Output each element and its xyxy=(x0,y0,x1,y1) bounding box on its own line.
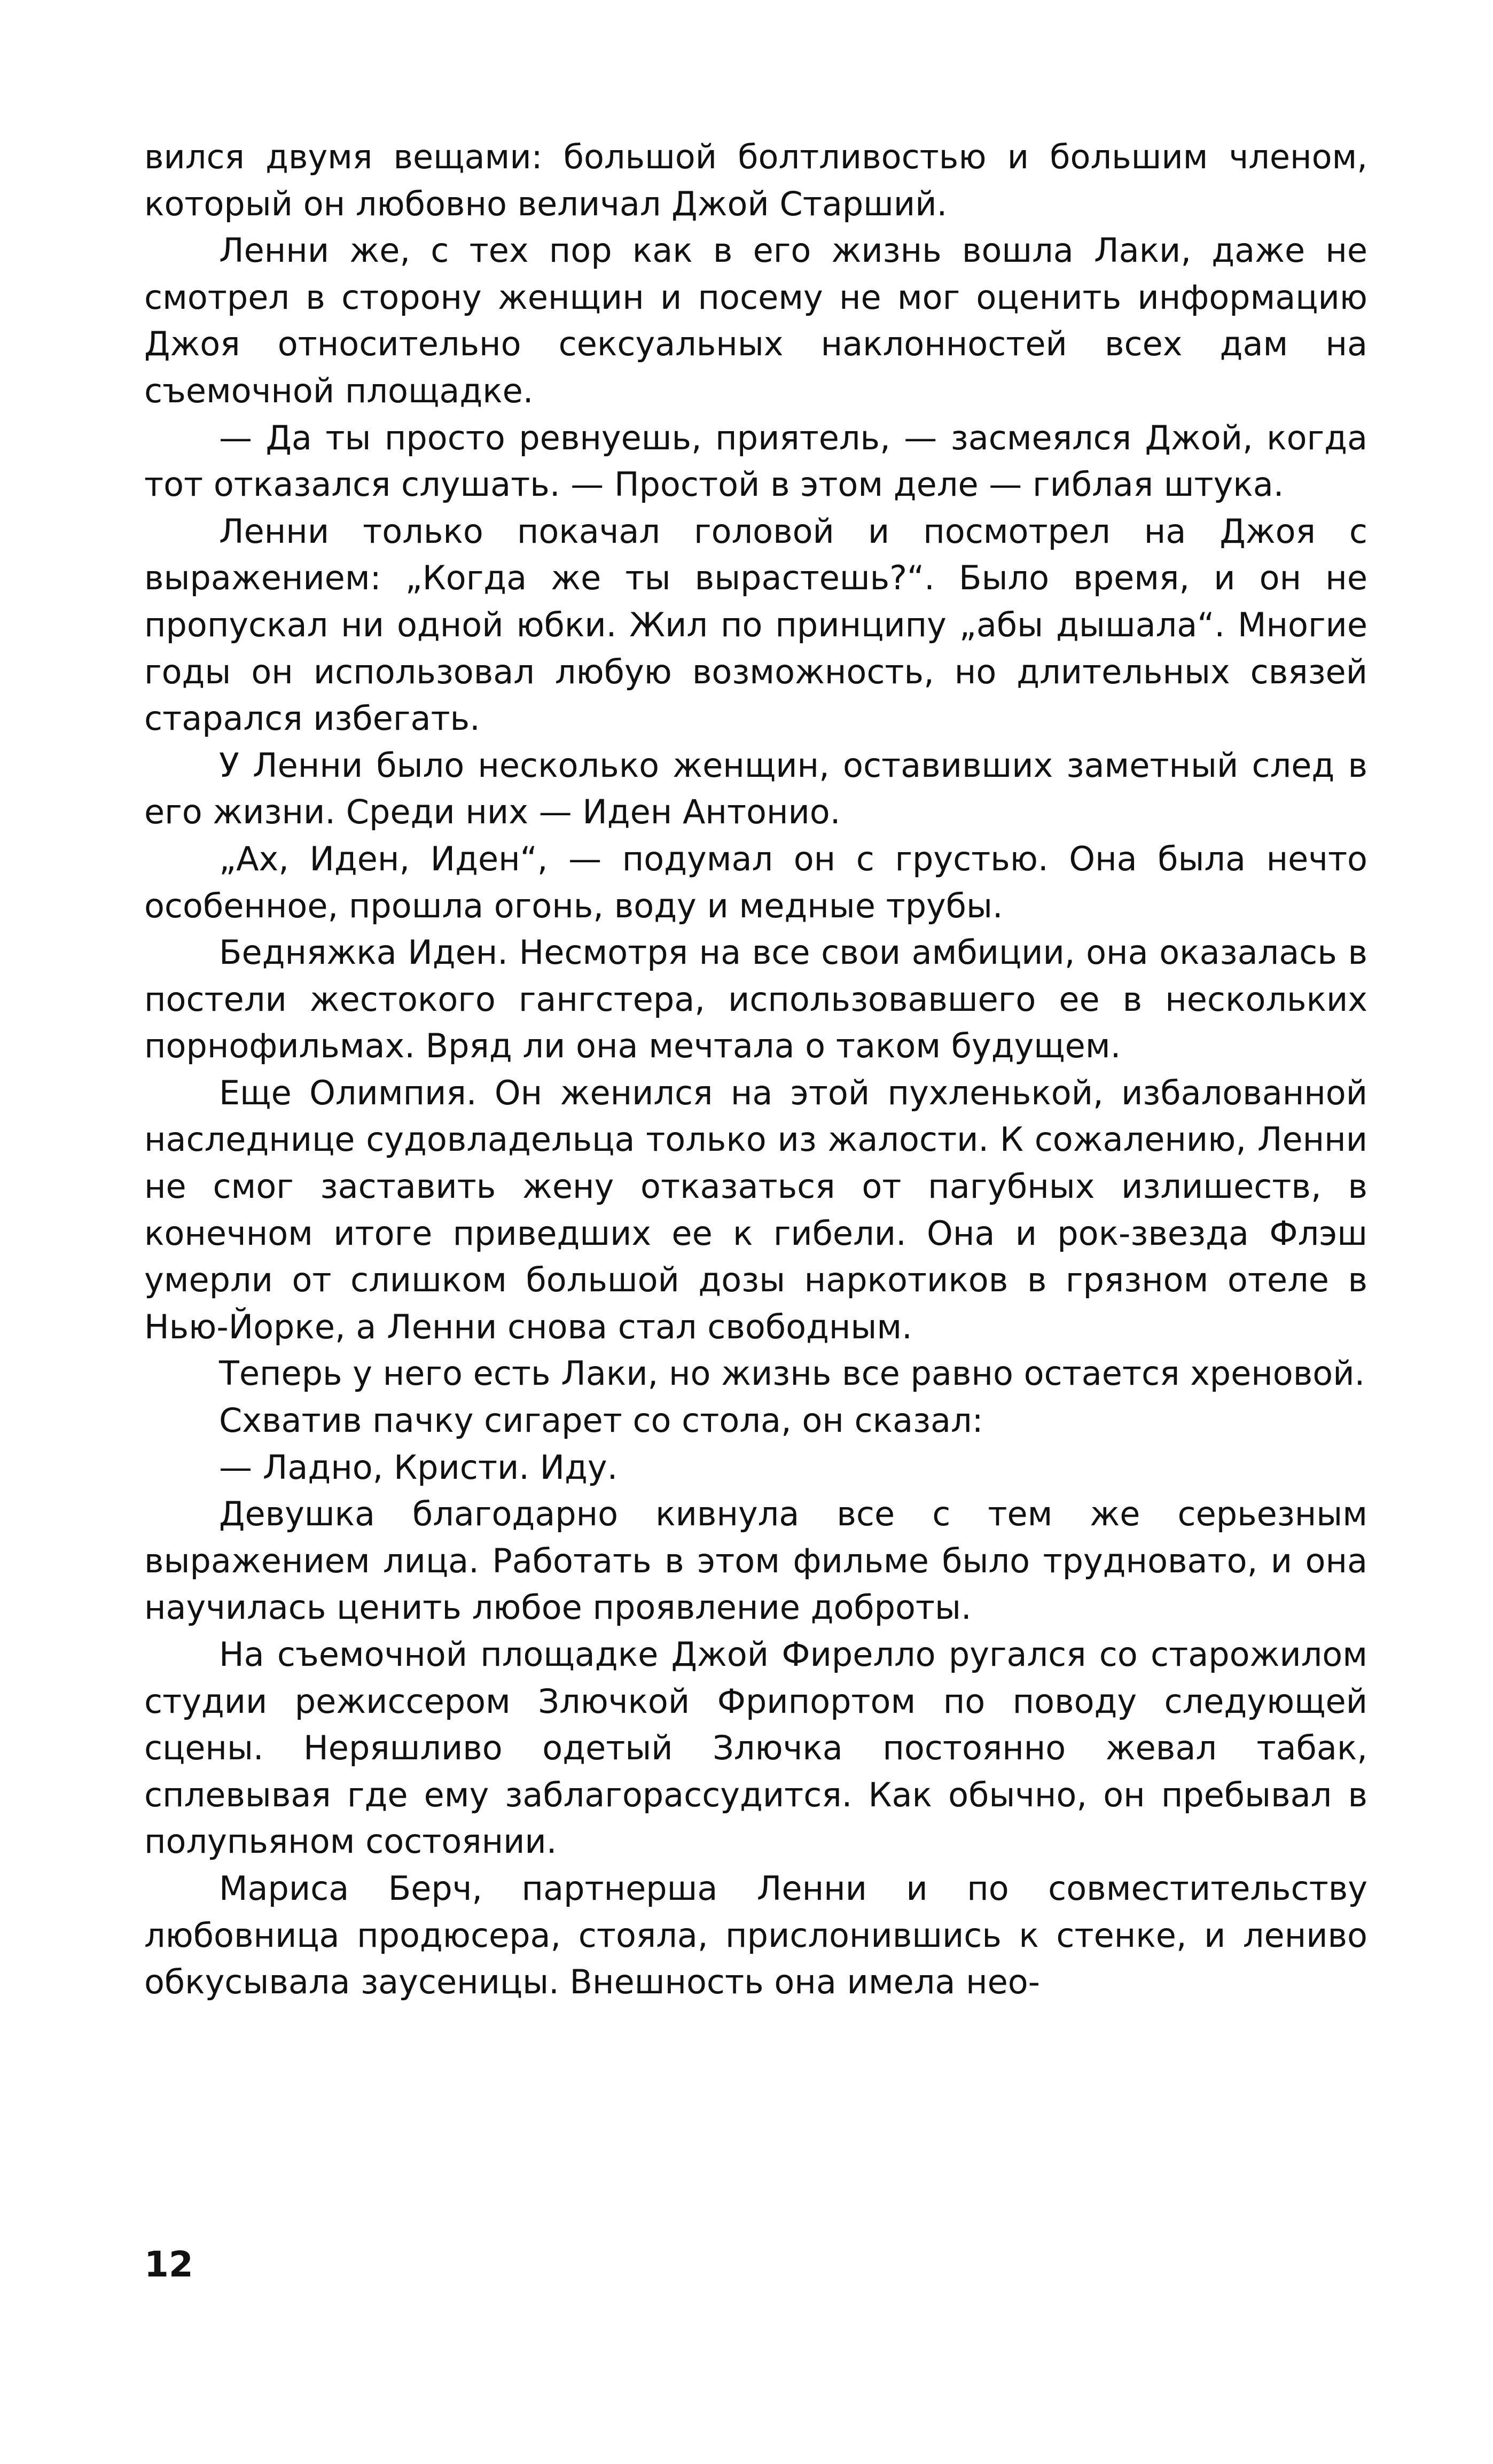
page-body xyxy=(144,134,1367,2006)
paragraph-3: — Да ты просто ревнуешь, приятель, — засмеялся Джой, когда тот отказался слушать. — Простой в этом деле — гиблая штука. xyxy=(144,418,1367,504)
paragraph-7: Бедняжка Иден. Несмотря на все свои амбиции, она оказалась в постели жестокого гангстера, использовавшего ее в нескольких порнофильмах. Вряд ли она мечтала о таком будущем. xyxy=(144,933,1367,1066)
paragraph-5: У Ленни было несколько женщин, оставивших заметный след в его жизни. Среди них — Иден Антонио. xyxy=(144,745,1367,832)
paragraph-6: „Ах, Иден, Иден“, — подумал он с грустью. Она была нечто особенное, прошла огонь, воду и медные трубы. xyxy=(144,839,1367,925)
paragraph-13: На съемочной площадке Джой Фирелло ругался со старожилом студии режиссером Злючкой Фрипортом по поводу следующей сцены. Неряшливо одетый Злючка постоянно жевал табак, сплевывая где ему заблагорассудится. Как обычно, он пребывал в полупьяном состоянии. xyxy=(144,1635,1367,1861)
paragraph-14: Мариса Берч, партнерша Ленни и по совместительству любовница продюсера, стояла, прислонившись к стенке, и лениво обкусывала заусеницы. Внешность она имела нео- xyxy=(144,1868,1367,2002)
paragraph-9: Теперь у него есть Лаки, но жизнь все равно остается хреновой. xyxy=(219,1354,1365,1393)
paragraph-8: Еще Олимпия. Он женился на этой пухленькой, избалованной наследнице судовладельца только из жалости. К сожалению, Ленни не смог заставить жену отказаться от пагубных излишеств, в конечном итоге приведших ее к гибели. Она и рок-звезда Флэш умерли от слишком большой дозы наркотиков в грязном отеле в Нью-Йорке, а Ленни снова стал свободным. xyxy=(144,1073,1367,1346)
paragraph-12: Девушка благодарно кивнула все с тем же серьезным выражением лица. Работать в этом фильме было трудновато, и она научилась ценить любое проявление доброты. xyxy=(144,1494,1367,1627)
paragraph-2: Ленни же, с тех пор как в его жизнь вошла Лаки, даже не смотрел в сторону женщин и посему не мог оценить информацию Джоя относительно сексуальных наклонностей всех дам на съемочной площадке. xyxy=(144,231,1367,410)
page-number: 12 xyxy=(144,2244,193,2285)
paragraph-11: — Ладно, Кристи. Иду. xyxy=(219,1447,618,1487)
paragraph-1: вился двумя вещами: большой болтливостью и большим членом, который он любовно величал Джой Старший. xyxy=(144,137,1367,223)
paragraph-4: Ленни только покачал головой и посмотрел на Джоя с выражением: „Когда же ты вырастешь?“. Было время, и он не пропускал ни одной юбки. Жил по принципу „абы дышала“. Многие годы он использовал любую возможность, но длительных связей старался избегать. xyxy=(144,511,1367,738)
paragraph-10: Схватив пачку сигарет со стола, он сказал: xyxy=(219,1401,983,1440)
